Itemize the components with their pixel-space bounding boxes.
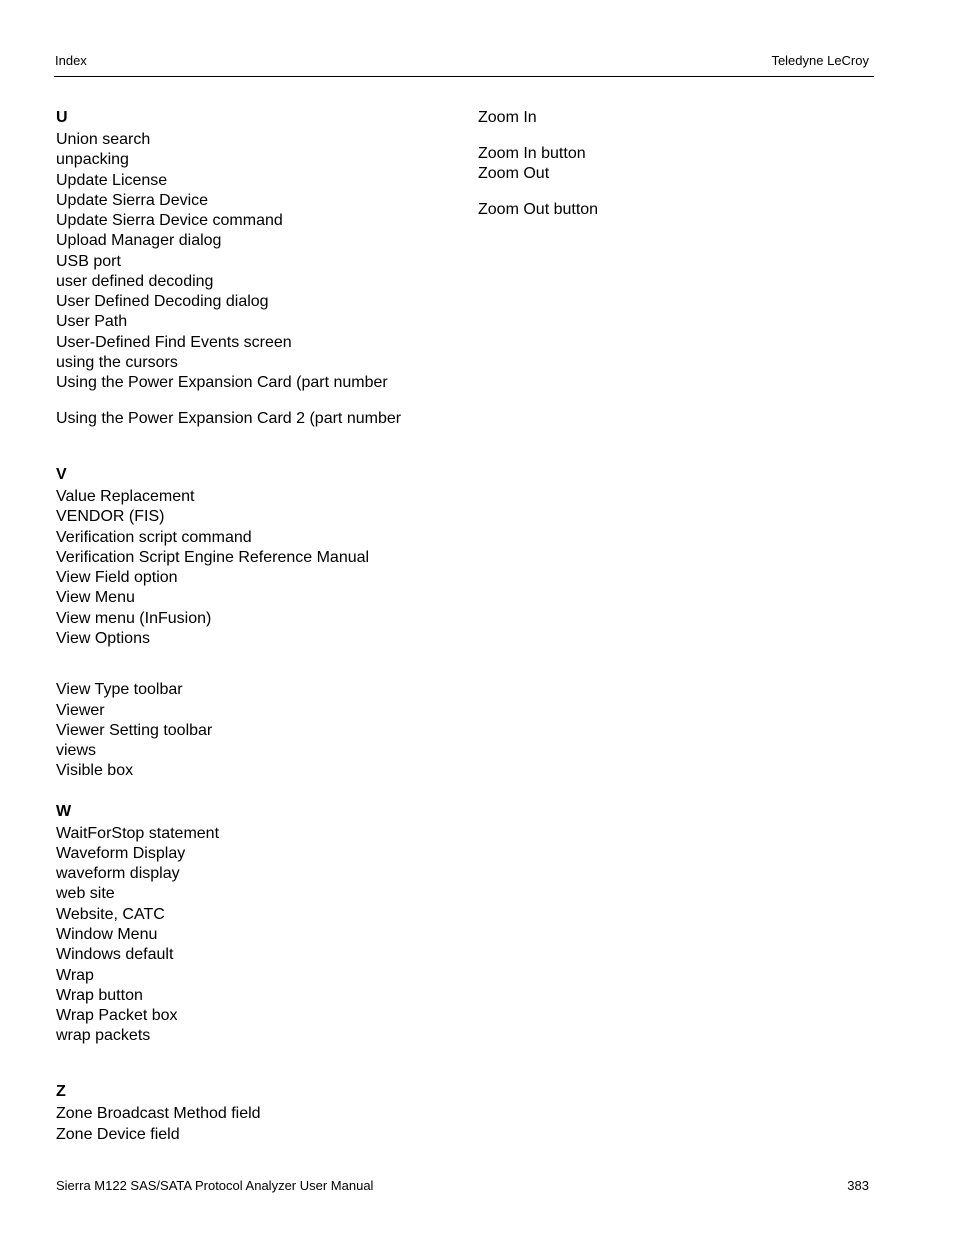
index-entry: Using the Power Expansion Card 2 (part number bbox=[56, 410, 402, 427]
index-entry: Zone Broadcast Method field bbox=[56, 1105, 261, 1122]
index-entry: Update Sierra Device bbox=[56, 192, 209, 209]
section-letter-w: W bbox=[56, 803, 72, 820]
index-entry: Wrap Packet box bbox=[56, 1007, 178, 1024]
index-entry: USB port bbox=[56, 253, 121, 270]
index-entry: Using the Power Expansion Card (part number bbox=[56, 374, 388, 391]
index-entry: Update Sierra Device command bbox=[56, 212, 283, 229]
index-entry: Zoom In bbox=[478, 109, 537, 126]
index-entry: View menu (InFusion) bbox=[56, 610, 212, 627]
index-entry: User Path bbox=[56, 313, 128, 330]
index-entry: Waveform Display bbox=[56, 845, 186, 862]
index-entry: Viewer bbox=[56, 702, 105, 719]
header-rule bbox=[54, 76, 874, 77]
index-entry: Upload Manager dialog bbox=[56, 232, 222, 249]
index-entry: using the cursors bbox=[56, 354, 178, 371]
index-entry: user defined decoding bbox=[56, 273, 214, 290]
index-entry: Union search bbox=[56, 131, 151, 148]
section-letter-z: Z bbox=[56, 1083, 66, 1100]
index-entry: Wrap bbox=[56, 967, 94, 984]
index-entry: User-Defined Find Events screen bbox=[56, 334, 292, 351]
running-header-company: Teledyne LeCroy bbox=[771, 53, 869, 68]
index-entry: Visible box bbox=[56, 762, 134, 779]
footer-manual-title: Sierra M122 SAS/SATA Protocol Analyzer User Manual bbox=[56, 1178, 374, 1193]
index-entry: Update License bbox=[56, 172, 168, 189]
index-entry: Zoom In button bbox=[478, 145, 586, 162]
index-entry: web site bbox=[56, 885, 115, 902]
index-entry: Website, CATC bbox=[56, 906, 165, 923]
index-entry: Wrap button bbox=[56, 987, 143, 1004]
section-letter-u: U bbox=[56, 109, 68, 126]
index-entry: View Type toolbar bbox=[56, 681, 183, 698]
index-entry: Verification Script Engine Reference Manual bbox=[56, 549, 370, 566]
index-entry: Windows default bbox=[56, 946, 174, 963]
running-header-section: Index bbox=[55, 53, 87, 68]
index-entry: wrap packets bbox=[56, 1027, 151, 1044]
index-entry: Zoom Out bbox=[478, 165, 550, 182]
page-number: 383 bbox=[847, 1178, 869, 1193]
index-entry: View Field option bbox=[56, 569, 178, 586]
index-entry: unpacking bbox=[56, 151, 129, 168]
index-entry: User Defined Decoding dialog bbox=[56, 293, 269, 310]
section-letter-v: V bbox=[56, 466, 67, 483]
index-entry: WaitForStop statement bbox=[56, 825, 220, 842]
index-entry: Value Replacement bbox=[56, 488, 195, 505]
index-entry: views bbox=[56, 742, 97, 759]
index-entry: View Options bbox=[56, 630, 150, 647]
index-entry: VENDOR (FIS) bbox=[56, 508, 165, 525]
index-entry: Viewer Setting toolbar bbox=[56, 722, 213, 739]
index-entry: waveform display bbox=[56, 865, 180, 882]
index-entry: Zone Device field bbox=[56, 1126, 180, 1143]
index-entry: View Menu bbox=[56, 589, 135, 606]
index-entry: Zoom Out button bbox=[478, 201, 599, 218]
index-entry: Verification script command bbox=[56, 529, 252, 546]
index-entry: Window Menu bbox=[56, 926, 158, 943]
